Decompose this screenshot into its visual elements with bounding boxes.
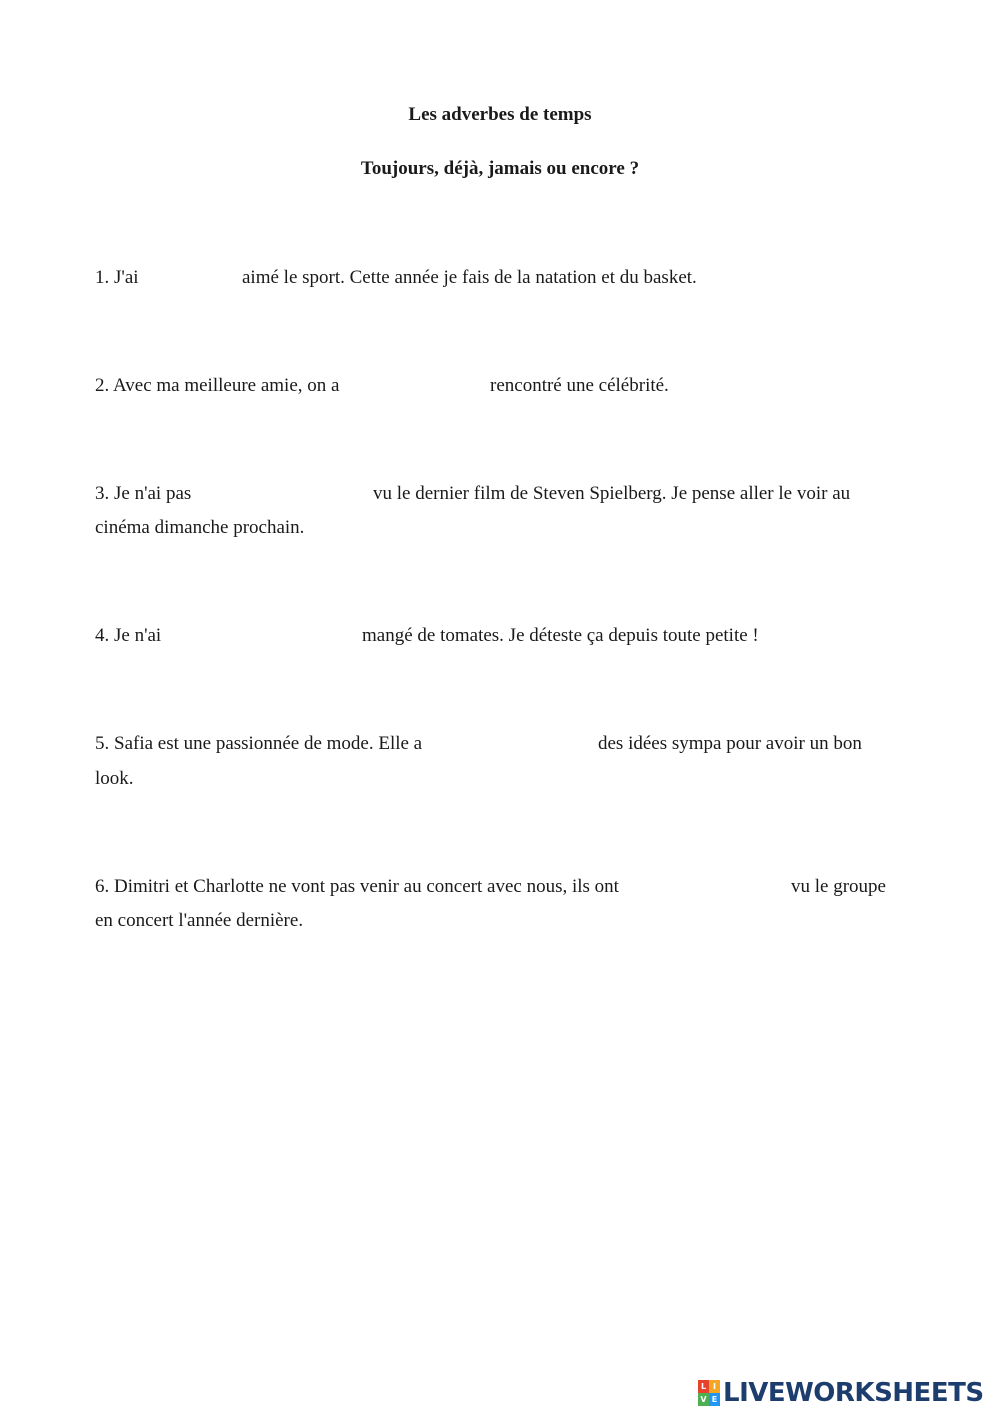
exercise-5-continuation: look. [95, 768, 134, 789]
logo-letter-e: E [709, 1393, 720, 1406]
liveworksheets-logo-icon [698, 1380, 720, 1406]
exercise-6-answer-input[interactable] [656, 873, 790, 901]
exercise-1-answer-input[interactable] [147, 264, 241, 292]
liveworksheets-logo-text: LIVEWORKSHEETS [723, 1378, 984, 1408]
logo-letter-v: V [698, 1393, 709, 1406]
exercise-1-text-before: 1. J'ai [95, 267, 139, 288]
exercise-4-text-after: mangé de tomates. Je déteste ça depuis toute petite ! [362, 625, 759, 646]
exercise-3-text-before: 3. Je n'ai pas [95, 483, 192, 504]
logo-letter-i: I [709, 1380, 720, 1393]
exercise-3-continuation: cinéma dimanche prochain. [95, 517, 305, 538]
exercise-5-answer-input[interactable] [447, 730, 596, 758]
exercise-6-text-after: vu le groupe [791, 876, 886, 897]
exercise-1-text-after: aimé le sport. Cette année je fais de la natation et du basket. [242, 267, 697, 288]
liveworksheets-logo [698, 1376, 984, 1410]
exercise-2-text-after: rencontré une célébrité. [490, 375, 669, 396]
exercise-2-text-before: 2. Avec ma meilleure amie, on a [95, 375, 340, 396]
exercise-3-answer-input[interactable] [203, 480, 372, 508]
exercise-3-text-after: vu le dernier film de Steven Spielberg. Je pense aller le voir au [373, 483, 851, 504]
exercise-5-text-before: 5. Safia est une passionnée de mode. Elle a [95, 733, 423, 754]
exercise-2-answer-input[interactable] [360, 372, 489, 400]
logo-letter-l: L [698, 1380, 709, 1393]
exercise-5-text-after: des idées sympa pour avoir un bon [598, 733, 862, 754]
exercise-6-continuation: en concert l'année dernière. [95, 910, 304, 931]
exercise-4-text-before: 4. Je n'ai [95, 625, 162, 646]
exercise-4-answer-input[interactable] [172, 622, 361, 650]
page-title: Les adverbes de temps [408, 104, 592, 125]
page-subtitle: Toujours, déjà, jamais ou encore ? [360, 158, 640, 179]
exercise-6-text-before: 6. Dimitri et Charlotte ne vont pas venir au concert avec nous, ils ont [95, 876, 619, 897]
